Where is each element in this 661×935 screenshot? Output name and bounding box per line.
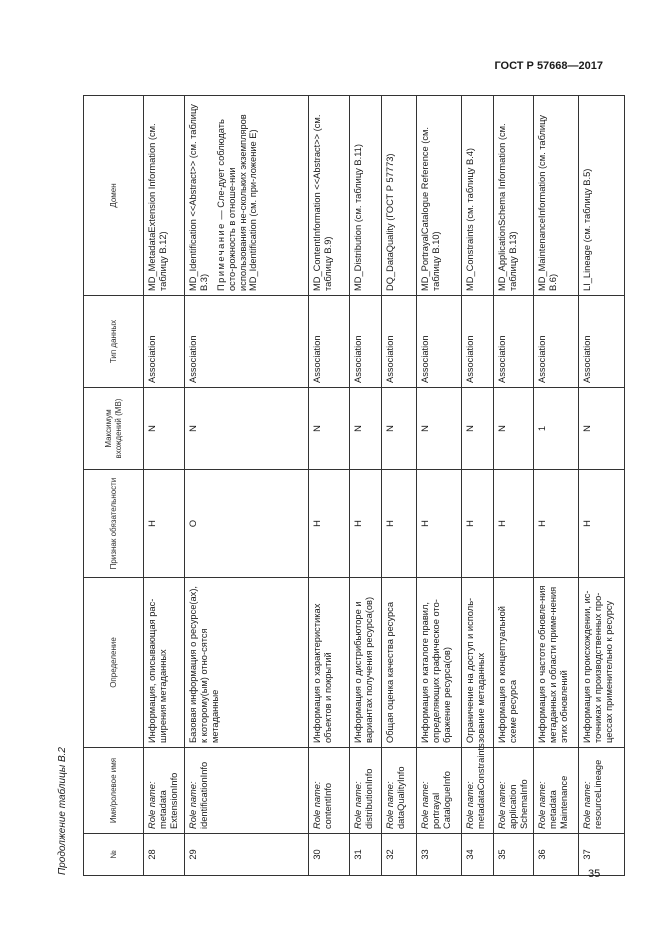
row-num: 34 [462,834,494,876]
domain-text: MD_Identification <<Abstract>> (см. таблицу В.3) [188,104,209,291]
col-header-max-occurrence: Максимум вхождений (МВ) [84,388,144,470]
row-domain [185,96,309,296]
row-definition: Информация о частоте обновле-ния метаданных и области приме-нения этих обновлений [534,578,579,748]
row-data-type: Association [579,296,625,388]
row-num: 30 [309,834,350,876]
col-header-definition: Определение [84,578,144,748]
row-domain: MD_Constraints (см. таблицу В.4) [462,96,494,296]
row-num: 33 [417,834,462,876]
table-container [83,96,624,876]
col-header-data-type: Тип данных [84,296,144,388]
row-num: 32 [382,834,417,876]
row-data-type: Association [534,296,579,388]
role-name-label: Role name: [147,781,157,829]
row-max-occurrence: N [144,388,185,470]
row-data-type: Association [417,296,462,388]
row-obligation: Н [382,470,417,578]
row-obligation: Н [309,470,350,578]
row-obligation: О [185,470,309,578]
role-name-value: metadata ExtensionInfo [157,772,179,829]
row-data-type: Association [309,296,350,388]
col-header-num: № [84,834,144,876]
row-obligation: Н [579,470,625,578]
table-row [309,96,350,876]
role-name-value: portrayal CatalogueInfo [430,771,452,829]
row-domain: DQ_DataQuality (ГОСТ Р 57773) [382,96,417,296]
row-domain: MD_ApplicationSchema Information (см. таблицу В.13) [494,96,534,296]
row-definition: Базовая информация о ресурсе(ах), к которому(ым) отно-сятся метаданные [185,578,309,748]
table-row [417,96,462,876]
row-max-occurrence: N [579,388,625,470]
row-max-occurrence: N [382,388,417,470]
role-name-label: Role name: [385,781,395,829]
row-definition: Общая оценка качества ресурса [382,578,417,748]
row-name [494,748,534,834]
table-row [579,96,625,876]
row-max-occurrence: N [350,388,382,470]
row-data-type: Association [382,296,417,388]
row-domain: MD_PortrayalCatalogue Reference (см. таблицу В.10) [417,96,462,296]
row-max-occurrence: N [494,388,534,470]
row-obligation: Н [494,470,534,578]
row-name [144,748,185,834]
row-definition: Информация о характеристиках объектов и покрытий [309,578,350,748]
row-obligation: Н [350,470,382,578]
role-name-value: metadataConstraints [475,743,486,829]
row-name [350,748,382,834]
table-continuation-caption: Продолжение таблицы В.2 [57,747,68,875]
col-header-domain: Домен [84,96,144,296]
row-domain: MD_MaintenanceInformation (см. таблицу В.6) [534,96,579,296]
role-name-value: application SchemaInfo [507,779,529,829]
row-definition: Информация о дистрибьюторе и вариантах получения ресурса(ов) [350,578,382,748]
row-num: 28 [144,834,185,876]
role-name-value: identificationInfo [198,761,209,829]
role-name-label: Role name: [312,781,322,829]
row-name [417,748,462,834]
row-num: 31 [350,834,382,876]
row-num: 29 [185,834,309,876]
row-obligation: Н [462,470,494,578]
table-row [350,96,382,876]
row-max-occurrence: N [462,388,494,470]
row-name [185,748,309,834]
row-obligation: Н [534,470,579,578]
row-num: 37 [579,834,625,876]
role-name-label: Role name: [582,781,592,829]
domain-note [216,100,260,291]
row-max-occurrence: N [309,388,350,470]
row-data-type: Association [144,296,185,388]
role-name-value: metadata Maintenance [547,775,569,829]
role-name-value: distributionInfo [363,768,374,829]
row-definition: Информация о происхождении, ис-точниках и производственных про-цессах применительно к ресурсу [579,578,625,748]
table-header-row [84,96,144,876]
note-heading: Примечание [215,222,226,291]
role-name-value: resourceLineage [592,759,603,829]
row-data-type: Association [494,296,534,388]
standard-code: ГОСТ Р 57668—2017 [494,60,603,72]
row-definition: Информация о каталоге правил, определяющих графическое ото-бражение ресурса(ов) [417,578,462,748]
col-header-name: Имя/ролевое имя [84,748,144,834]
row-num: 35 [494,834,534,876]
table-row [144,96,185,876]
role-name-label: Role name: [537,781,547,829]
row-name [462,743,494,834]
role-name-label: Role name: [188,781,198,829]
role-name-label: Role name: [420,781,430,829]
row-num: 36 [534,834,579,876]
row-max-occurrence: N [185,388,309,470]
table-row [534,96,579,876]
row-domain: MD_Distribution (см. таблицу В.11) [350,96,382,296]
row-definition: Информация о концептуальной схеме ресурса [494,578,534,748]
row-name [309,748,350,834]
table-row [185,96,309,876]
col-header-obligation: Признак обязательности [84,470,144,578]
page-number: 35 [588,868,601,880]
table-row [462,96,494,876]
row-obligation: Н [417,470,462,578]
row-name [579,748,625,834]
row-max-occurrence: 1 [534,388,579,470]
role-name-value: dataQualityInfo [395,766,406,829]
role-name-label: Role name: [465,781,475,829]
row-name [534,748,579,834]
row-obligation: Н [144,470,185,578]
row-definition: Ограничение на доступ и исполь-зование метаданных [462,578,494,748]
table-row [382,96,417,876]
role-name-value: contentInfo [322,782,333,829]
metadata-table [83,95,625,876]
row-domain: MD_MetadataExtension Information (см. таблицу В.12) [144,96,185,296]
note-text: — Сле-дует соблюдать осто-рожность в отноше-нии использования не-скольких экземпляров MD_Identification (см. при-ложение Е) [215,114,259,291]
row-data-type: Association [350,296,382,388]
role-name-label: Role name: [353,781,363,829]
row-name [382,748,417,834]
row-definition: Информация, описывающая рас-ширения метаданных [144,578,185,748]
row-data-type: Association [462,296,494,388]
row-domain: LI_Lineage (см. таблицу В.5) [579,96,625,296]
row-domain: MD_ContentInformation <<Abstract>> (см. таблицу В.9) [309,96,350,296]
table-row [494,96,534,876]
row-max-occurrence: N [417,388,462,470]
row-data-type: Association [185,296,309,388]
role-name-label: Role name: [497,781,507,829]
